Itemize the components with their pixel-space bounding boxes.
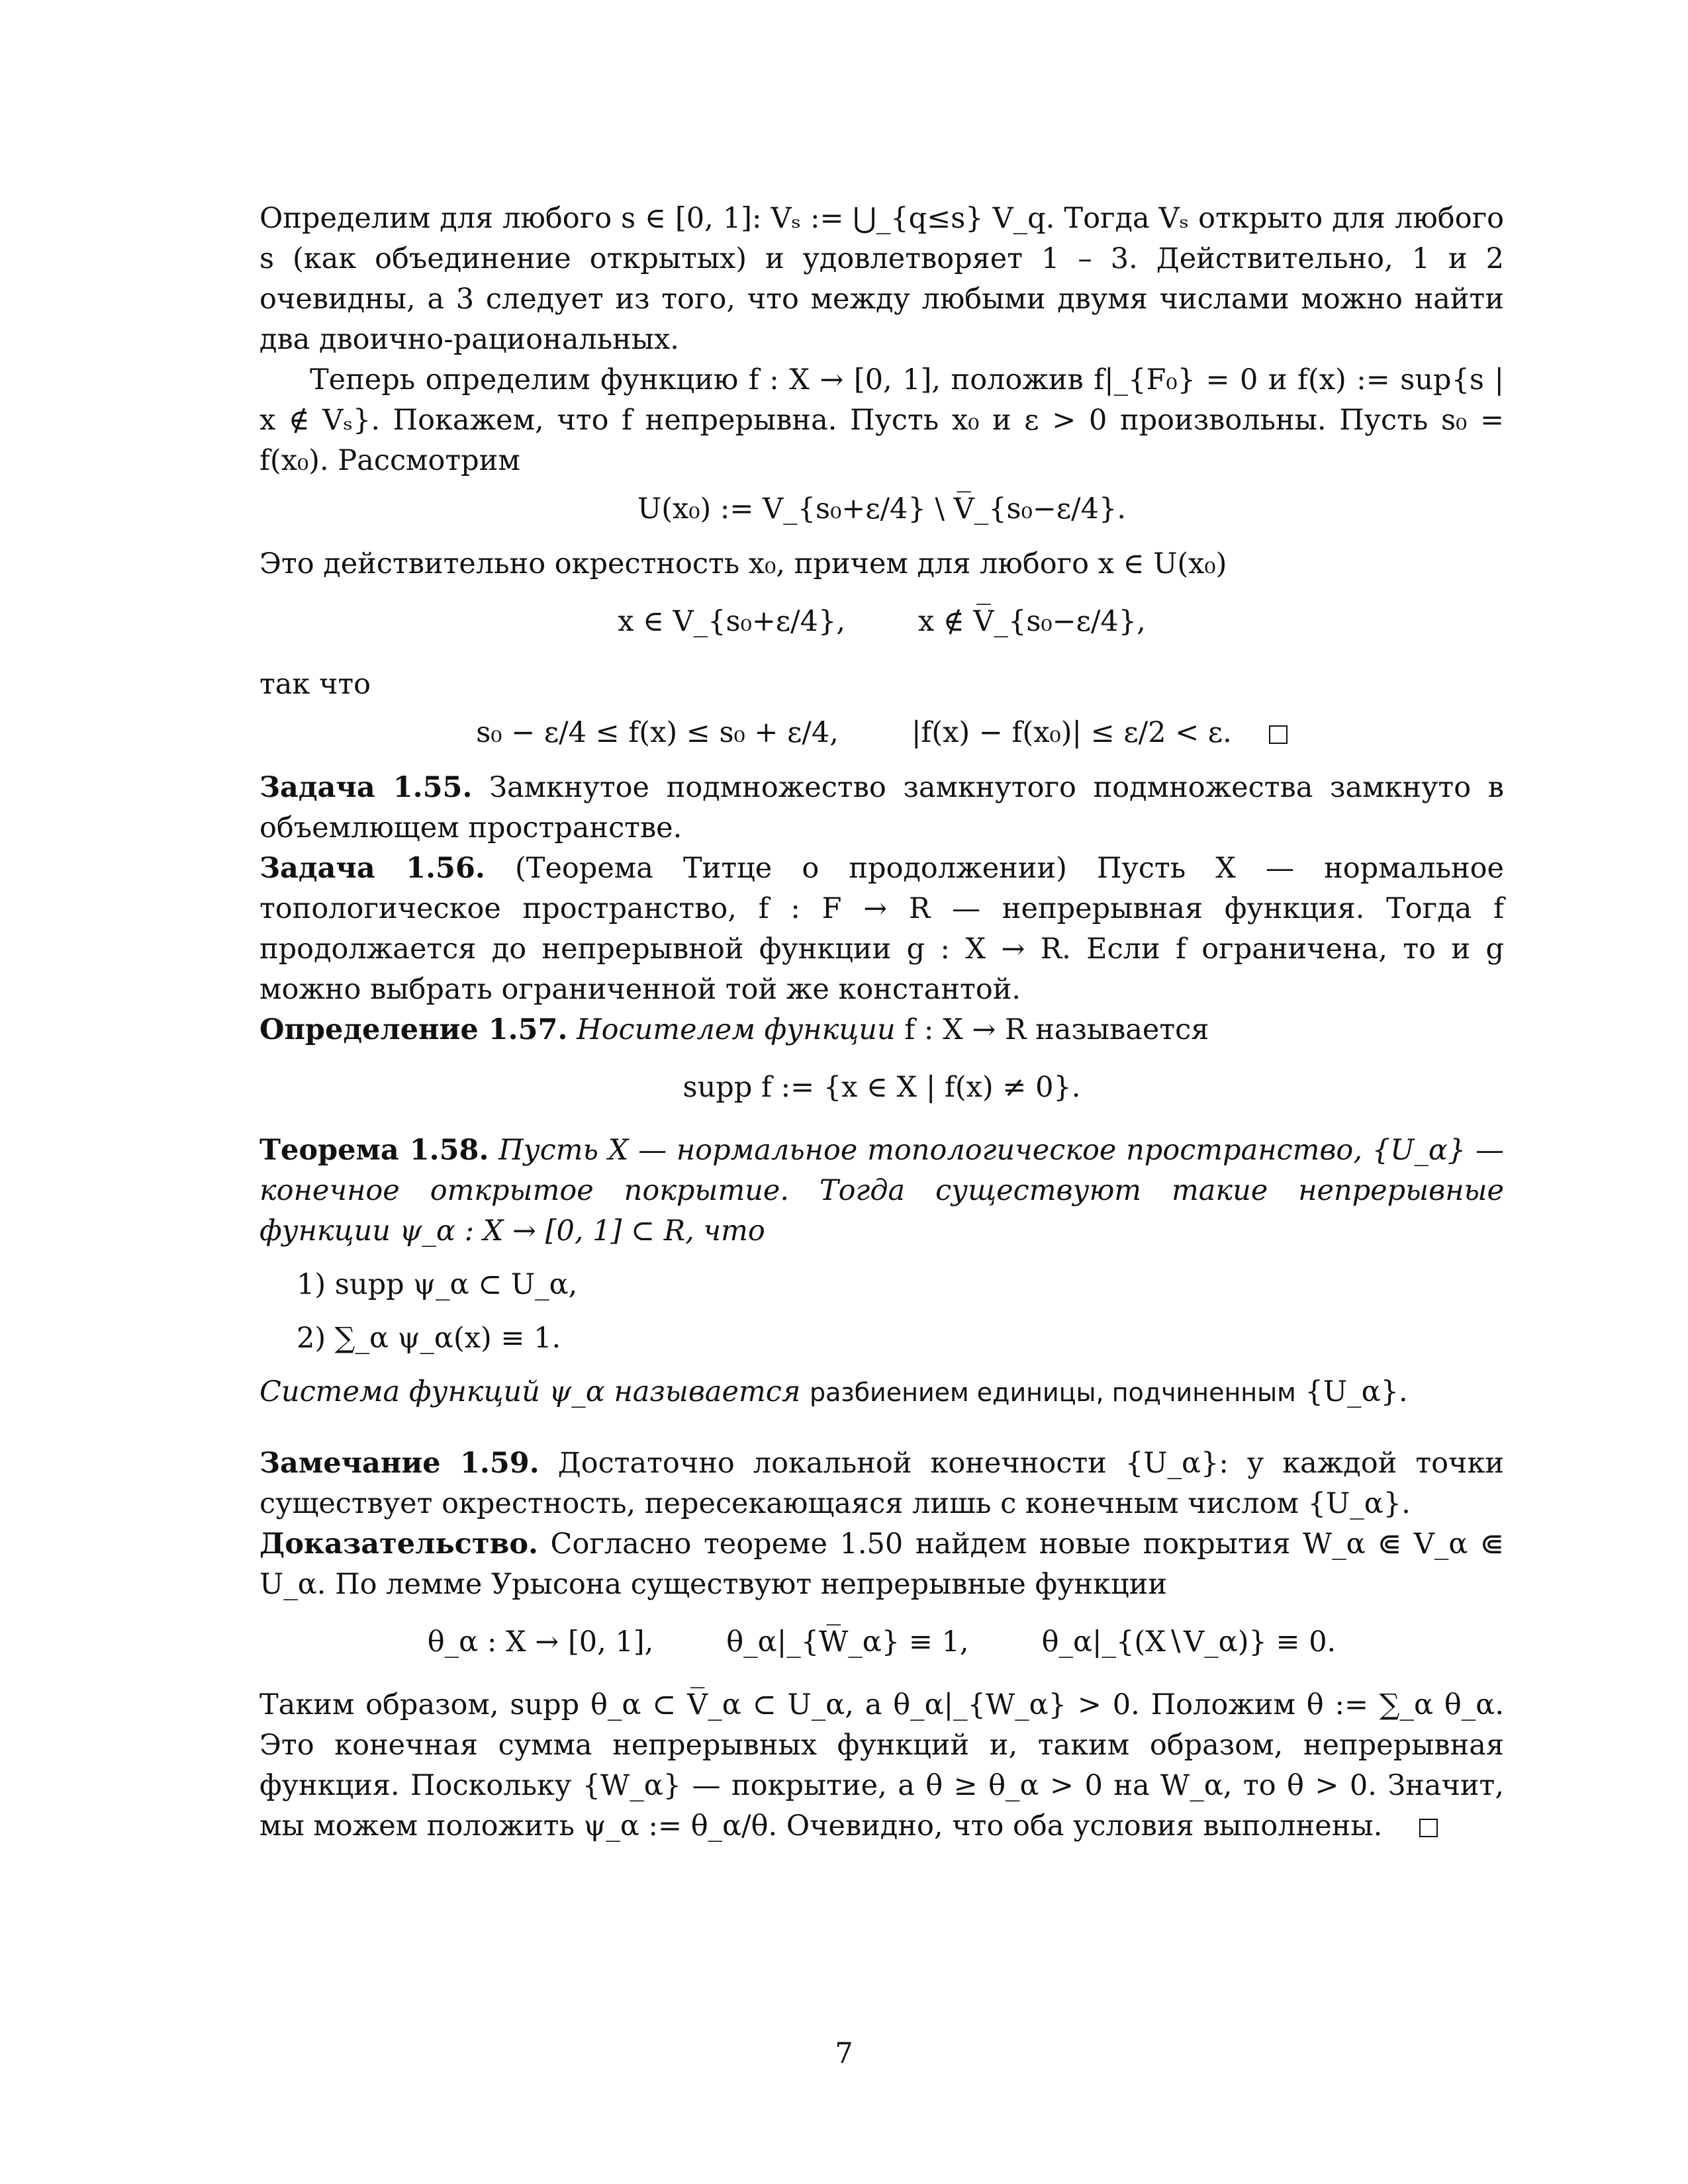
partition-term: разбиением единицы, подчиненным bbox=[810, 1378, 1296, 1407]
proof-label: Доказательство. bbox=[259, 1527, 538, 1561]
equation-support: supp f := {x ∈ X | f(x) ≠ 0}. bbox=[682, 1071, 1081, 1104]
proof bbox=[259, 1524, 1504, 1605]
partition-end: {U_α}. bbox=[1305, 1375, 1408, 1408]
paragraph-so-that: так что bbox=[259, 668, 371, 701]
equation-urysohn-c: θ_α|_{(X∖V_α)} ≡ 0. bbox=[1041, 1625, 1336, 1659]
theorem-condition-1: 1) supp ψ_α ⊂ U_α, bbox=[297, 1268, 578, 1301]
definition-1-57 bbox=[259, 1010, 1504, 1050]
theorem-1-58-label: Теорема 1.58. bbox=[259, 1134, 489, 1167]
remark-1-59 bbox=[259, 1443, 1504, 1524]
equation-neighborhood: U(x₀) := V_{s₀+ε/4} \ V̅_{s₀−ε/4}. bbox=[637, 492, 1127, 525]
proof-conclusion bbox=[259, 1685, 1504, 1846]
problem-1-56-label: Задача 1.56. bbox=[259, 852, 485, 885]
definition-1-57-label: Определение 1.57. bbox=[259, 1013, 568, 1046]
theorem-condition-2: 2) ∑_α ψ_α(x) ≡ 1. bbox=[297, 1322, 561, 1355]
equation-estimate-right: |f(x) − f(x₀)| ≤ ε/2 < ε. bbox=[911, 716, 1232, 749]
equation-urysohn-a: θ_α : X → [0, 1], bbox=[427, 1625, 654, 1659]
equation-membership-right: x ∉ V̅_{s₀−ε/4}, bbox=[918, 605, 1146, 638]
definition-1-57-term: Носителем функции bbox=[577, 1013, 896, 1046]
equation-membership bbox=[259, 602, 1504, 642]
paragraph-function-definition: Теперь определим функцию f : X → [0, 1], положив f|_{F₀} = 0 и f(x) := sup{s | x ∉ Vₛ}. Покажем, что f непрерывна. Пусть x₀ и ε > 0 произвольны. Пусть s₀ = f(x₀). Рассмотрим bbox=[259, 363, 1504, 477]
definition-1-57-text: f : X → R называется bbox=[904, 1013, 1209, 1046]
paragraph-vs-definition: Определим для любого s ∈ [0, 1]: Vₛ := ⋃_{q≤s} V_q. Тогда Vₛ открыто для любого s (как объединение открытых) и удовлетворяет 1 – 3. Действительно, 1 и 2 очевидны, а 3 следует из того, что между любыми двумя числами можно найти два двоично-рациональных. bbox=[259, 202, 1504, 356]
partition-of-unity-definition bbox=[259, 1372, 1504, 1413]
problem-1-55 bbox=[259, 768, 1504, 848]
problem-1-56-text: (Теорема Титце о продолжении) Пусть X — нормальное топологическое пространство, f : F → R — непрерывная функция. Тогда f продолжается до непрерывной функции g : X → R. Если f ограничена, то и g можно выбрать ограниченной той же константой. bbox=[259, 852, 1505, 1006]
equation-estimate-left: s₀ − ε/4 ≤ f(x) ≤ s₀ + ε/4, bbox=[476, 716, 839, 749]
paragraph-neighborhood: Это действительно окрестность x₀, причем для любого x ∈ U(x₀) bbox=[259, 547, 1227, 580]
equation-membership-left: x ∈ V_{s₀+ε/4}, bbox=[618, 605, 845, 638]
partition-italic: Система функций ψ_α называется bbox=[259, 1375, 801, 1408]
page-number: 7 bbox=[835, 2037, 853, 2070]
remark-1-59-label: Замечание 1.59. bbox=[259, 1447, 539, 1480]
proof-text: Согласно теореме 1.50 найдем новые покрытия W_α ⋐ V_α ⋐ U_α. По лемме Урысона существуют непрерывные функции bbox=[259, 1527, 1504, 1601]
qed-symbol-final bbox=[1419, 1819, 1438, 1837]
proof-conclusion-text: Таким образом, supp θ_α ⊂ V̅_α ⊂ U_α, а θ_α|_{W_α} > 0. Положим θ := ∑_α θ_α. Это конечная сумма непрерывных функций и, таким образом, непрерывная функция. Поскольку {W_α} — покрытие, а θ ≥ θ_α > 0 на W_α, то θ > 0. Значит, мы можем положить ψ_α := θ_α/θ. Очевидно, что оба условия выполнены. bbox=[259, 1688, 1504, 1843]
equation-estimate bbox=[259, 713, 1504, 753]
equation-urysohn-b: θ_α|_{W̅_α} ≡ 1, bbox=[726, 1625, 969, 1659]
theorem-1-58 bbox=[259, 1130, 1504, 1251]
equation-urysohn bbox=[259, 1622, 1504, 1662]
page-content bbox=[259, 199, 1504, 1846]
remark-1-59-text: Достаточно локальной конечности {U_α}: у каждой точки существует окрестность, пересекающаяся лишь с конечным числом {U_α}. bbox=[259, 1447, 1505, 1520]
qed-symbol bbox=[1269, 725, 1288, 744]
problem-1-55-label: Задача 1.55. bbox=[259, 771, 473, 804]
problem-1-55-text: Замкнутое подмножество замкнутого подмножества замкнуто в объемлющем пространстве. bbox=[259, 771, 1505, 844]
theorem-1-58-text: Пусть X — нормальное топологическое пространство, {U_α} — конечное открытое покрытие. Тогда существуют такие непрерывные функции ψ_α : X → [0, 1] ⊂ R, что bbox=[259, 1134, 1505, 1248]
problem-1-56 bbox=[259, 848, 1504, 1010]
